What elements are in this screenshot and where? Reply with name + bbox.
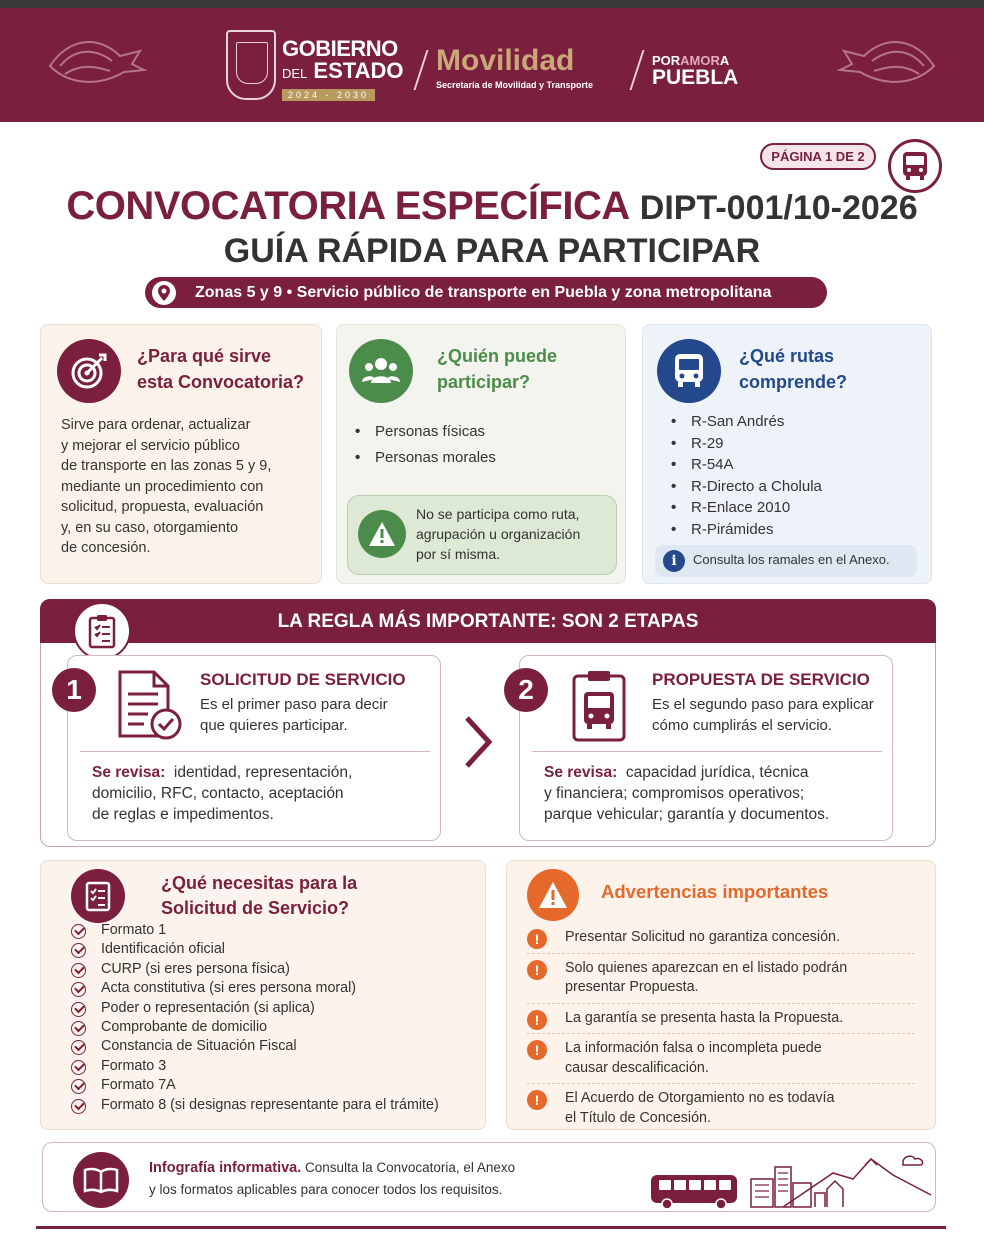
card-quien-puede-title <box>437 343 557 395</box>
list-item: Constancia de Situación Fiscal <box>71 1037 439 1056</box>
note-line: por sí misma. <box>416 546 501 562</box>
title-line: ¿Qué rutas <box>739 346 835 366</box>
title-line: Solicitud de Servicio? <box>161 898 350 918</box>
list-item: Formato 3 <box>71 1057 439 1076</box>
a-text: A <box>719 53 730 68</box>
review-label: Se revisa: <box>544 764 618 781</box>
desc-line: que quieres participar. <box>200 717 348 734</box>
list-item <box>527 1034 915 1084</box>
title-line: comprende? <box>739 372 848 392</box>
warning-line: presentar Propuesta. <box>565 979 699 995</box>
warnings-list <box>527 923 915 1133</box>
title-code: DIPT-001/10-2026 <box>639 189 918 227</box>
movilidad-logo <box>436 46 593 90</box>
city-bus-volcano-illustration <box>603 1145 933 1211</box>
checklist-icon <box>71 869 125 923</box>
card-quien-puede <box>336 324 626 584</box>
list-item: Acta constitutiva (si eres persona moral) <box>71 979 439 998</box>
requisitos-title <box>161 871 357 921</box>
routes-list <box>669 411 822 540</box>
target-icon <box>57 339 121 403</box>
body-line: de concesión. <box>61 540 151 556</box>
list-item: Formato 8 (si designas representante para el trámite) <box>71 1096 439 1115</box>
footer-line: Consulta la Convocatoria, el Anexo <box>305 1160 516 1175</box>
warning-icon <box>527 869 579 921</box>
step-divider <box>532 751 882 752</box>
review-line: capacidad jurídica, técnica <box>625 764 809 781</box>
info-note-text: Consulta los ramales en el Anexo. <box>693 552 890 567</box>
warning-line: El Acuerdo de Otorgamiento no es todavía <box>565 1090 835 1106</box>
review-line: identidad, representación, <box>173 764 353 781</box>
review-line: de reglas e impedimentos. <box>92 806 274 823</box>
card-para-que-sirve <box>40 324 322 584</box>
warning-line: causar descalificación. <box>565 1059 709 1076</box>
card-que-rutas <box>642 324 932 584</box>
state-coat-of-arms-icon <box>226 30 276 100</box>
location-pin-icon <box>151 280 177 306</box>
step-description <box>200 694 432 736</box>
step-title: SOLICITUD DE SERVICIO <box>200 670 406 689</box>
page-badge: PÁGINA 1 DE 2 <box>760 143 876 170</box>
step-propuesta <box>519 655 893 841</box>
open-book-icon <box>73 1152 129 1208</box>
warning-line: Presentar Solicitud no garantiza concesión. <box>565 929 840 945</box>
note-line: agrupación u organización <box>416 526 581 542</box>
warning-note-text <box>416 504 606 564</box>
logo-divider <box>630 50 645 90</box>
chevron-right-icon <box>461 714 495 770</box>
list-item: • R-54A <box>669 454 822 476</box>
review-line: parque vehicular; garantía y documentos. <box>544 806 830 823</box>
list-item: • R-San Andrés <box>669 411 822 433</box>
list-item: Comprobante de domicilio <box>71 1018 439 1037</box>
alert-icon: ! <box>527 929 547 949</box>
list-item <box>527 1004 915 1035</box>
movilidad-subtitle: Secretaría de Movilidad y Transporte <box>436 80 594 90</box>
title-line: ¿Para qué sirve <box>137 346 272 366</box>
warning-line: Solo quienes aparezcan en el listado podrán <box>565 959 848 976</box>
feathered-serpent-icon <box>834 26 944 96</box>
footer-bold: Infografía informativa. <box>149 1160 302 1176</box>
clipboard-bus-icon <box>560 666 640 746</box>
page-subtitle: GUÍA RÁPIDA PARA PARTICIPAR <box>223 232 761 270</box>
warning-note <box>347 495 617 575</box>
bottom-rule <box>36 1226 946 1229</box>
list-item: • Personas morales <box>353 447 496 469</box>
requirements-list <box>71 921 439 1115</box>
warning-line: La información falsa o incompleta puede <box>565 1040 822 1056</box>
info-note <box>655 545 917 577</box>
card-que-rutas-title <box>739 343 847 395</box>
review-line: y financiera; compromisos operativos; <box>544 785 805 802</box>
list-item <box>527 954 915 1004</box>
advertencias-title: Advertencias importantes <box>601 881 829 902</box>
list-item: • R-29 <box>669 433 822 455</box>
gobierno-del: DEL <box>282 66 308 81</box>
zone-bar <box>145 277 827 308</box>
feathered-serpent-icon <box>40 26 150 96</box>
puebla-text: PUEBLA <box>652 66 739 89</box>
por-text: POR <box>652 53 681 68</box>
review-label: Se revisa: <box>92 764 166 781</box>
alert-icon: ! <box>527 1010 547 1030</box>
title-line: participar? <box>437 372 531 392</box>
note-line: No se participa como ruta, <box>416 506 580 522</box>
list-item: Formato 1 <box>71 921 439 940</box>
clipboard-icon <box>73 602 131 660</box>
amor-text: AMOR <box>680 53 720 68</box>
body-line: y mejorar el servicio público <box>61 437 240 454</box>
desc-line: cómo cumplirás el servicio. <box>652 717 833 734</box>
gobierno-estado: ESTADO <box>313 58 404 83</box>
list-item: • R-Directo a Cholula <box>669 476 822 498</box>
por-amor-a-puebla-logo <box>652 54 738 88</box>
info-icon: i <box>663 550 685 572</box>
list-item: CURP (si eres persona física) <box>71 960 439 979</box>
title-line: ¿Qué necesitas para la <box>161 873 358 893</box>
list-item: • R-Pirámides <box>669 519 822 541</box>
alert-icon: ! <box>527 1090 547 1110</box>
body-line: mediante un procedimiento con <box>61 478 264 495</box>
card-para-que-sirve-title <box>137 343 304 395</box>
step-title: PROPUESTA DE SERVICIO <box>652 670 870 689</box>
list-item <box>527 923 915 954</box>
body-line: solicitud, propuesta, evaluación <box>61 499 264 515</box>
people-icon <box>349 339 413 403</box>
participant-list <box>353 421 496 468</box>
logo-divider <box>414 50 429 90</box>
bus-icon <box>657 339 721 403</box>
gobierno-line2 <box>282 60 403 85</box>
step-review <box>544 762 884 825</box>
warning-icon <box>358 510 406 558</box>
list-item: Formato 7A <box>71 1076 439 1095</box>
step-divider <box>80 751 430 752</box>
etapas-title: LA REGLA MÁS IMPORTANTE: SON 2 ETAPAS <box>40 599 936 643</box>
body-line: de transporte en las zonas 5 y 9, <box>61 458 272 474</box>
list-item: Identificación oficial <box>71 940 439 959</box>
document-check-icon <box>108 666 188 746</box>
step-solicitud <box>67 655 441 841</box>
review-line: domicilio, RFC, contacto, aceptación <box>92 785 344 802</box>
desc-line: Es el primer paso para decir <box>200 696 388 713</box>
footer-line: y los formatos aplicables para conocer todos los requisitos. <box>149 1182 503 1197</box>
header-banner <box>0 8 984 122</box>
list-item: Poder o representación (si aplica) <box>71 999 439 1018</box>
step-number: 2 <box>504 668 548 712</box>
title-main: CONVOCATORIA ESPECÍFICA <box>66 184 630 228</box>
top-strip <box>0 0 984 8</box>
title-line: esta Convocatoria? <box>137 372 305 392</box>
footer-text <box>149 1157 569 1201</box>
list-item: • R-Enlace 2010 <box>669 497 822 519</box>
etapas-section <box>40 599 936 847</box>
list-item <box>527 1084 915 1133</box>
alert-icon: ! <box>527 1040 547 1060</box>
gobierno-logo <box>282 38 403 103</box>
requisitos-card <box>40 860 486 1130</box>
step-number: 1 <box>52 668 96 712</box>
body-line: Sirve para ordenar, actualizar <box>61 417 251 433</box>
warning-line: el Título de Concesión. <box>565 1109 711 1126</box>
main-title <box>0 184 984 229</box>
desc-line: Es el segundo paso para explicar <box>652 696 874 713</box>
zone-bar-text: Zonas 5 y 9 • Servicio público de transporte en Puebla y zona metropolitana <box>195 284 772 301</box>
step-description <box>652 694 884 736</box>
step-review <box>92 762 432 825</box>
title-line: ¿Quién puede <box>437 346 558 366</box>
card-para-que-sirve-body <box>61 415 316 559</box>
list-item: • Personas físicas <box>353 421 496 443</box>
gobierno-years: 2024 - 2030 <box>282 89 375 101</box>
body-line: y, en su caso, otorgamiento <box>61 519 239 536</box>
warning-line: La garantía se presenta hasta la Propuesta. <box>565 1009 844 1026</box>
advertencias-card <box>506 860 936 1130</box>
gobierno-line1: GOBIERNO <box>282 36 398 61</box>
movilidad-title: Movilidad <box>436 44 575 77</box>
footer-info <box>42 1142 936 1212</box>
alert-icon: ! <box>527 960 547 980</box>
